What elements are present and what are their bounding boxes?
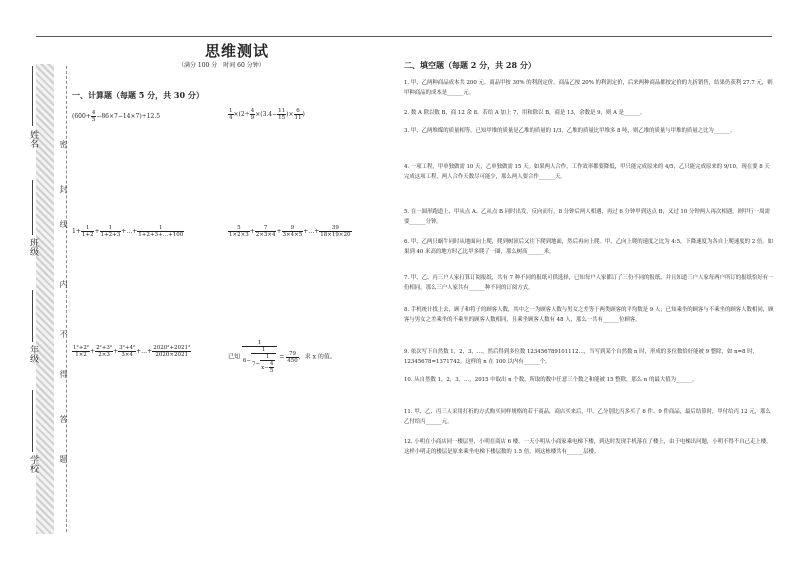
question-1: 1. 甲、乙两种商品成本共 200 元。商品甲按 30% 的利润定价，商品乙按 20% 的利润定价，后来两种商品都按定价的九折销售，结果仍获利 27.7 元，则甲种商品的成本是______元。 [404,80,773,96]
question-9: 9. 依次写下自然数 1，2，3，…，然后得到多位数 123456789101112…，当写到某个自然数 n 时，形成的多位数恰好能被 9 整除，如 n=8 时，12345678=1371742。这样的 n 在 100 以内有______个。 [404,349,758,365]
seal-char: 答 [59,415,68,423]
class-line [32,180,33,235]
name-line [32,66,33,126]
frac: 1 x− $\frac{4}{5}$ [261,354,274,374]
section-2-heading: 二、填空题（每题 2 分，共 28 分） [404,60,536,70]
seal-char: 封 [59,185,68,193]
question-10: 10. 从自然数 1，2，3，…，2015 中取出 n 个数，所取的数中任意三个数之和能被 15 整除，那么 n 的最大值为______。 [404,377,698,383]
frac: $\frac{\text{3²+4²}}{3\times 4}$ [119,345,136,358]
seal-char: 密 [59,140,68,148]
top-rule [36,36,772,37]
problem-1: (600+ $\frac{4}{5}$ −86×7−14×7)÷12.5 [72,110,161,123]
question-12: 12. 小明在小商店同一楼层里，小明在商店 6 楼，一天小明从小商家乘电梯下楼，到达时发现手机落在了楼上，由于电梯出问题，小明不得不自己走上楼，这样小明走的楼层是原来乘坐电梯下楼层数的 1.5 倍，则这栋楼共有______层楼。 [404,439,772,455]
frac: $\frac{4}{5}$ [269,361,274,374]
frac: $\frac{6}{11}$ [294,108,302,121]
frac: $\frac{1}{1+2+3+\dots+100}$ [138,225,184,238]
question-11: 11. 甲、乙、丙三人采用打折的方式购买同样规格的若干商品，商店买来后，甲、乙分别比丙多买了 6 件、9 件商品，最后结算时，甲付给丙 12 元，那么乙付给丙______元。 [404,409,771,425]
question-4: 4. 一项工程，甲单独做需 10 天，乙单独做需 15 天。如果两人合作，工作效率都要降低，甲只能完成原来的 4/5，乙只能完成原来的 9/10。现在要 8 天完成这项工程，两人合作天数尽可能少，那么两人要合作______天。 [404,164,770,180]
question-6: 6. 甲、乙两只蜗牛同时从地面向上爬，爬到树顶后又往下爬到地面，然后再向上爬。甲、乙向上爬的速度之比为 4:5，下降速度为各自上爬速度的 2 倍。如果到 40 米高的地方时乙比甲多爬了一圈，那么树高______米。 [404,239,774,255]
problem-4: $\frac{5}{1\times 2\times 3}$ + $\frac{7}{2\times 3\times 4}$ + $\frac{9}{3\times 4\times 5}$ +…+ $\frac{39}{18\times 19\times 20}$ [229,225,351,238]
frac: $\frac{1}{4}$ [229,108,233,121]
class-label: 班级 [28,238,38,256]
frac: $\frac{\text{1²+2²}}{1\times 2}$ [73,345,90,358]
school-label: 学校 [28,455,38,473]
problem-5: $\frac{\text{1²+2²}}{1\times 2}$ + $\frac{\text{2²+3²}}{2\times 3}$ + $\frac{\text{3²+4²}}{3\times 4}$ +…+ $\frac{\text{2020²+2021²}}{2020\times 2021}$ [73,345,191,358]
question-8: 8. 手机统计找上去，顾子和将子的顾客人数，其中之一为顾客人数与男女之差等于两类顾客的平均数是 9 人；已知乘坐的顾客与不乘坐的顾客人数相同，顾客与男女之差乘坐的不乘坐的顾客人数相同，且乘坐顾客人数有 48 人，那么一共有______位顾客。 [404,307,774,323]
seal-char: 内 [59,280,68,288]
frac: $\frac{11}{15}$ [278,108,286,121]
problem-6: 已知 1 6− 1 7− 1 x− $\frac{4}{5}$ = $\frac{79}{450}$ ，求 x 的值。 [228,340,336,374]
page-title: 思维测试 [205,42,270,60]
question-7: 7. 甲、乙、丙三户人家打算订阅报纸，共有 7 种不同的报纸可供选择，已知每户人家都订了三份不同的报纸，并且知道三户人家每两户所订的报纸恰好有一份相同，那么三户人家共有______种不同的订阅方式。 [404,275,774,291]
question-3: 3. 甲、乙两堆煤的质量相等，已知甲堆的质量是乙堆的质量的 1/3，乙堆的质量比甲堆多 8 吨，则乙堆的质量与甲堆的质量之比为______。 [404,128,736,134]
frac: $\frac{\text{2020²+2021²}}{2020\times 2021}$ [153,345,191,358]
problem-2: $\frac{1}{4}$ ×(2÷ $\frac{4}{9}$ ×(3.4− $\frac{11}{15}$ )× $\frac{6}{11}$ ) [229,108,305,121]
frac: $\frac{39}{18\times 19\times 20}$ [320,225,351,238]
frac: $\frac{1}{1+2}$ [81,225,94,238]
frac: $\frac{4}{5}$ [91,110,96,123]
frac: 1 7− 1 x− $\frac{4}{5}$ [251,347,276,374]
question-5: 5. 在一圆形跑道上，甲从点 A、乙从点 B 同时出发，反向而行，8 分钟后两人相遇，再过 6 分钟甲到达点 B，又过 10 分钟两人再次相遇，则甲行一周需要______分钟。 [404,209,770,225]
frac: $\frac{4}{9}$ [250,108,255,121]
frac: $\frac{1}{1+2+3}$ [100,225,121,238]
name-label: 姓名 [28,130,38,148]
problem-3: 1+ $\frac{1}{1+2}$ + $\frac{1}{1+2+3}$ +…+ $\frac{1}{1+2+3+\dots+100}$ [72,225,184,238]
question-2: 2. 数 A 除以数 B，商 12 余 8。若给 A 加上 7，用和除以 B，商是 13，余数是 9，则 A 是______。 [404,110,646,116]
frac: $\frac{79}{450}$ [287,350,298,364]
school-line [32,390,33,452]
section-1-heading: 一、计算题（每题 5 分，共 30 分） [72,90,204,100]
seal-char: 不 [59,330,68,338]
seal-char: 题 [59,455,68,463]
frac: 1 6− 1 7− 1 x− $\frac{4}{5}$ [242,340,277,374]
page-subtitle: （满分 100 分 时间 60 分钟） [178,62,265,69]
seal-char: 得 [59,370,68,378]
frac: $\frac{\text{2²+3²}}{2\times 3}$ [96,345,113,358]
seal-char: 线 [59,220,68,228]
grade-label: 年级 [28,345,38,363]
frac: $\frac{7}{2\times 3\times 4}$ [255,225,276,238]
frac: $\frac{5}{1\times 2\times 3}$ [229,225,249,238]
grade-line [32,290,33,342]
frac: $\frac{9}{3\times 4\times 5}$ [282,225,303,238]
